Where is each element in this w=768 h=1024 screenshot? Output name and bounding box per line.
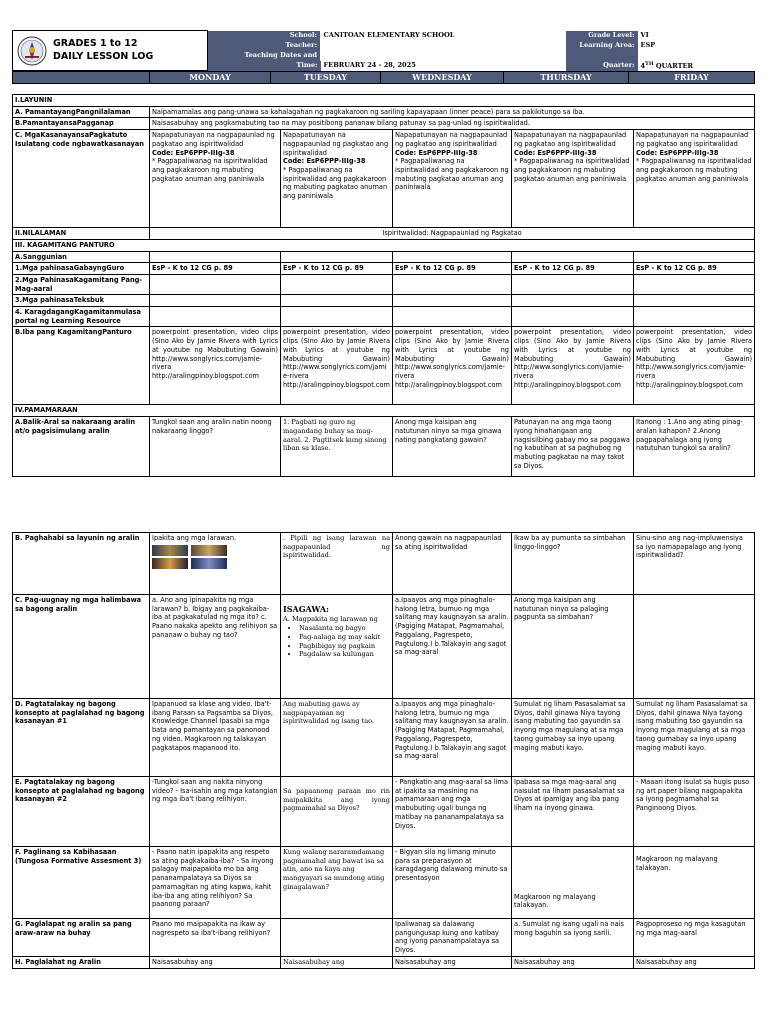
- pagtatalakay-1-cell: Sumulat ng liham Pasasalamat sa Diyos, dahil ginawa Niya tayong isang mabuting tao gayundin sa inyong mga magulang at sa mga taong gumabay sa inyo upang maging mabuti kayo.: [634, 699, 755, 777]
- paghahabi-cell: Ipakita ang mga larawan.: [150, 533, 281, 595]
- religion-photos: [152, 545, 278, 556]
- gabay-cell: EsP - K to 12 CG p. 89: [150, 263, 281, 275]
- list-item: • Pag-aalaga ng may sakit: [299, 633, 390, 642]
- row-label-paglalapat: G. Paglalapat ng aralin sa pang araw-araw na buhay: [13, 919, 150, 957]
- kasanayan-cell: Napapatunayan na nagpapaunlad ng pagkatao ang ispiritwalidad Code: EsP6PPP-IIIg-38 * Pagpapaliwanag na ispiritwalidad ang pagkakaroon ng mabuting pagkatao anuman ang paniniwala: [281, 130, 393, 228]
- row-label-balik-aral: A.Balik-Aral sa nakaraang aralin at/o pagsisimulang aralin: [13, 417, 150, 477]
- teaching-dates-label: Teaching Dates and: [208, 51, 321, 61]
- pagtatalakay-1-cell: a.Ipaayos ang mga pinaghalo-halong letra, bumuo ng mga salitang may kaugnayan sa aralin.(Pagiging Matapat, Pagmamahal, Paggalang, Pagrespeto, Pagtulong.) b.Talakayin ang sagot sa mag-aaral: [393, 699, 512, 777]
- row-label-iba-pang-kagamitan: B.Iba pang KagamitangPanturo: [13, 327, 150, 405]
- pag-uugnay-cell: a. Ano ang ipinapakita ng mga larawan? b. Ibigay ang pagkakaiba-iba at pagkakatulad ng mga ito? c. Paano nakaka apekto ang relihiyon sa pananaw o buhay ng tao?: [150, 595, 281, 699]
- time-label: Time:: [208, 61, 321, 71]
- pag-uugnay-cell: Anong mga kaisipan ang natutunan ninyo sa palaging pagpunta sa simbahan?: [512, 595, 634, 699]
- school-value: CANITOAN ELEMENTARY SCHOOL: [323, 30, 455, 39]
- pag-uugnay-cell: a.Ipaayos ang mga pinaghalo-halong letra, bumuo ng mga salitang may kaugnayan sa aralin.(Pagiging Matapat, Pagmamahal, Paggalang, Pagrespeto, Pagtulong.) b.Talakayin ang sagot sa mag-aaral: [393, 595, 512, 699]
- grade-level-value: VI: [640, 30, 649, 39]
- pagtatalakay-2-cell: Sa papaanong paraan mo rin maipakikita ang iyong pagmamahal sa Diyos?: [281, 777, 393, 847]
- row-label-pag-uugnay: C. Pag-uugnay ng mga halimbawa sa bagong aralin: [13, 595, 150, 699]
- log-title-line2: DAILY LESSON LOG: [53, 50, 154, 62]
- row-label-paglalahat: H. Paglalahat ng Aralin: [13, 957, 150, 969]
- gabay-cell: EsP - K to 12 CG p. 89: [393, 263, 512, 275]
- pagtatalakay-2-cell: Ipabasa sa mga mag-aaral ang naisulat na liham pasasalamat sa Diyos at ipamigay ang iba pang liham na inyong ginawa.: [512, 777, 634, 847]
- day-monday: MONDAY: [150, 72, 271, 84]
- photo-mosque: [191, 545, 227, 556]
- row-label-teksbuk: 3.Mga pahinasaTeksbuk: [13, 295, 150, 307]
- paglalahat-cell: Naisasabuhay ang: [512, 957, 634, 969]
- photo-temple: [152, 558, 188, 569]
- kasanayan-cell: Napapatunayan na nagpapaunlad ng pagkatao ang ispiritwalidad Code: EsP6PPP-IIIg-38 * Pagpapaliwanag na ispiritwalidad ang pagkakaroon ng mabuting pagkatao anuman ang paniniwala: [150, 130, 281, 228]
- photo-church: [152, 545, 188, 556]
- learning-area-value: ESP: [640, 40, 656, 49]
- quarter-value: 4TH QUARTER: [640, 60, 694, 70]
- paglalahat-cell: Naisasabuhay ang: [281, 957, 393, 969]
- balik-aral-cell: Tungkol saan ang aralin natin noong nakaraang linggo?: [150, 417, 281, 477]
- quarter-label: Quarter:: [566, 61, 638, 71]
- teaching-dates-value: FEBRUARY 24 - 28, 2025: [323, 60, 416, 69]
- teacher-label: Teacher:: [208, 41, 321, 51]
- lesson-table-part1: [12, 94, 754, 477]
- paglalapat-cell: Ipaliwanag sa dalawang pangungusap kung ano katibay ang iyong pananampalataya sa Diyos.: [393, 919, 512, 957]
- row-label-pagtatalakay-1: D. Pagtatalakay ng bagong konsepto at paglalahad ng bagong kasanayan #1: [13, 699, 150, 777]
- paglalahat-cell: Naisasabuhay ang: [634, 957, 755, 969]
- paghahabi-cell: Sinu-sino ang nag-impluwensiya sa iyo namapapalago ang iyong ispiritwalidad?: [634, 533, 755, 595]
- row-label-sanggunian: A.Sanggunian: [13, 251, 150, 263]
- lesson-log-header: [12, 30, 754, 84]
- pag-uugnay-cell: ISAGAWA: A. Magpakita ng larawan ng • Nasalanta ng bagyo • Pag-aalaga ng may sakit • Pagbibigay ng pagkain • Pagdalaw sa kulungan: [281, 595, 393, 699]
- section-layunin: I.LAYUNIN: [13, 95, 755, 107]
- balik-aral-cell: Patunayan na ang mga taong iyong hinahangaan ang nagsisilbing gabay mo sa paggawa ng kabutihan at sa paghubog ng mabuting pagkatao na may takot sa Diyos.: [512, 417, 634, 477]
- pagtatalakay-1-cell: Sumulat ng liham Pasasalamat sa Diyos, dahil ginawa Niya tayong isang mabuting tao gayundin sa inyong mga magulang at sa mga taong gumabay sa inyo upang maging mabuti kayo.: [512, 699, 634, 777]
- row-label-gabay-ng-guro: 1.Mga pahinasaGabayngGuro: [13, 263, 150, 275]
- paglalapat-cell: [281, 919, 393, 957]
- paglinang-cell: - Paano natin ipapakita ang respeto sa ating pagkakaiba-iba? - Sa inyong palagay maipapakita mo ba ang pananampalataya sa Diyos sa pamamagitan ng ating kapwa, kahit iba-iba ang ating relihiyon? Sa paanong paraan?: [150, 847, 281, 919]
- day-thursday: THURSDAY: [504, 72, 629, 84]
- paghahabi-cell: Anong gawain na nagpapaunlad sa ating ispiritwalidad: [393, 533, 512, 595]
- row-label-nilalaman: II.NILALAMAN: [13, 228, 150, 240]
- lesson-table-part2: [12, 532, 754, 969]
- row-label-paghahabi: B. Paghahabi sa layunin ng aralin: [13, 533, 150, 595]
- list-item: • Nasalanta ng bagyo: [299, 624, 390, 633]
- teacher-value: [321, 41, 566, 51]
- paglinang-cell: Magkaroon ng malayang talakayan.: [512, 847, 634, 919]
- kagamitan-cell: powerpoint presentation, video clips (Sino Ako by Jamie Rivera with Lyrics at youtube ng Mabubuting Gawain) http://www.songlyrics.com/jamie-rivera http://aralingpinoy.blogspot.com: [512, 327, 634, 405]
- pamantayang-pangnilalaman-text: Naipamamalas ang pang-unawa sa kahalagahan ng pagkakaroon ng sariling kapayapaan (inner peace) para sa pakikitungo sa iba.: [150, 106, 755, 118]
- log-title-line1: GRADES 1 to 12: [53, 38, 138, 50]
- row-label-pagtatalakay-2: E. Pagtatalakay ng bagong konsepto at paglalahad ng bagong kasanayan #2: [13, 777, 150, 847]
- paglalapat-cell: Paano mo maipapakita na ikaw ay nagrespeto sa iba't-ibang relihiyon?: [150, 919, 281, 957]
- day-tuesday: TUESDAY: [271, 72, 381, 84]
- day-friday: FRIDAY: [629, 72, 755, 84]
- paglinang-cell: - Bigyan sila ng limang minuto para sa preparasyon at karagdagang dalawang minuto sa presentasyon: [393, 847, 512, 919]
- pamantayan-sa-pagganap-text: Naisasabuhay ang pagkamabuting tao na may positibong pananaw bilang patunay sa pag-unlad ng ispiritwalidad.: [150, 118, 755, 130]
- paglalahat-cell: Naisasabuhay ang: [150, 957, 281, 969]
- kasanayan-cell: Napapatunayan na nagpapaunlad ng pagkatao ang ispiritwalidad Code: EsP6PPP-IIIg-38 * Pagpapaliwanag na ispiritwalidad ang pagkakaroon ng mabuting pagkatao anuman ang paniniwala: [634, 130, 755, 228]
- paghahabi-cell: . Pipili ng isang larawan na nagpapaunlad ng ispiritwalidad.: [281, 533, 393, 595]
- pagtatalakay-2-cell: - Pangkatin ang mag-aaral sa lima at ipakita sa masining na pamamaraan ang mga mabubuting ugali bunga ng matibay na pananampalataya sa Diyos.: [393, 777, 512, 847]
- section-pamamaraan: IV.PAMAMARAAN: [13, 405, 755, 417]
- kasanayan-cell: Napapatunayan na nagpapaunlad ng pagkatao ang ispiritwalidad Code: EsP6PPP-IIIg-38 * Pagpapaliwanag na ispiritwalidad ang pagkakaroon ng mabuting pagkatao anuman ang paniniwala: [512, 130, 634, 228]
- gabay-cell: EsP - K to 12 CG p. 89: [281, 263, 393, 275]
- kagamitan-cell: powerpoint presentation, video clips (Sino Ako by Jamie Rivera with Lyrics at youtube ng Mabubuting Gawain) http://www.songlyrics.com/jamie-rivera http://aralingpinoy.blogspot.com: [634, 327, 755, 405]
- pagtatalakay-1-cell: Ipapanuod sa klase ang video. Iba't-ibang Paraan sa Pagsamba sa Diyos, Knowledge Channel Ipasabi sa mga bata ang pamantayan sa panonood ng video. Magkaroon ng talakayan pagkatapos mapanood ito.: [150, 699, 281, 777]
- nilalaman-text: Ispiritwalidad: Nagpapaunlad ng Pagkatao: [150, 228, 755, 240]
- balik-aral-cell: 1. Pagbati ng guro ng magandang buhay sa mag-aaral. 2. Pagtitsek kung sinong liban sa klase.: [281, 417, 393, 477]
- row-label-pamantayang-pangnilalaman: A. PamantayangPangnilalaman: [13, 106, 150, 118]
- isagawa-list: [283, 624, 390, 659]
- photo-worship: [191, 558, 227, 569]
- row-label-paglinang: F. Paglinang sa Kabihasaan (Tungosa Formative Assesment 3): [13, 847, 150, 919]
- row-label-pamantayan-sa-pagganap: B.PamantayansaPagganap: [13, 118, 150, 130]
- gabay-cell: EsP - K to 12 CG p. 89: [512, 263, 634, 275]
- paglalahat-cell: Naisasabuhay ang: [393, 957, 512, 969]
- paglinang-cell: Magkaroon ng malayang talakayan.: [634, 847, 755, 919]
- grade-level-label: Grade Level:: [566, 31, 638, 41]
- kagamitan-cell: powerpoint presentation, video clips (Sino Ako by Jamie Rivera with Lyrics at youtube ng Mabubuting Gawain) http://www.songlyrics.com/jamie-rivera http://aralingpinoy.blogspot.com: [281, 327, 393, 405]
- balik-aral-cell: Itanong : 1.Ano ang ating pinag-aralan kahapon? 2.Anong pagpapahalaga ang iyong natutuhan tungkol sa aralin?: [634, 417, 755, 477]
- paghahabi-cell: Ikaw ba ay pumunta sa simbahan linggo-linggo?: [512, 533, 634, 595]
- paglinang-cell: Kung walang nararamdamang pagmamahal ang bawat isa sa atin, ano na kaya ang mangyayari sa mundong ating ginagalawan?: [281, 847, 393, 919]
- paglalapat-cell: a. Sumulat ng isang ugali na nais mong baguhin sa iyong sarili.: [512, 919, 634, 957]
- row-label-learning-resource: 4. KaragdagangKagamitanmulasa portal ng Learning Resource: [13, 307, 150, 327]
- gabay-cell: EsP - K to 12 CG p. 89: [634, 263, 755, 275]
- pag-uugnay-cell: [634, 595, 755, 699]
- balik-aral-cell: Anong mga kaisipan ang natutunan ninyo sa mga ginawa nating pangkatang gawain?: [393, 417, 512, 477]
- learning-area-label: Learning Area:: [566, 41, 638, 51]
- pagtatalakay-2-cell: - Maaari itong isulat sa hugis puso ng art paper bilang nagpapakita sa iyong pagmamahal sa Panginoong Diyos.: [634, 777, 755, 847]
- row-label-kagamitang-pang-mag-aaral: 2.Mga PahinasaKagamitang Pang-Mag-aaral: [13, 274, 150, 294]
- kagamitan-cell: powerpoint presentation, video clips (Sino Ako by Jamie Rivera with Lyrics at youtube ng Mabubuting Gawain) http://www.songlyrics.com/jamie-rivera http://aralingpinoy.blogspot.com: [393, 327, 512, 405]
- kagamitan-cell: powerpoint presentation, video clips (Sino Ako by Jamie Rivera with Lyrics at youtube ng Mabubuting Gawain) http://www.songlyrics.com/jamie-rivera http://aralingpinoy.blogspot.com: [150, 327, 281, 405]
- pagtatalakay-1-cell: Ang mabuting gawa ay nagpapayaman ng ispiritwalidad ng isang tao.: [281, 699, 393, 777]
- list-item: • Pagdalaw sa kulungan: [299, 650, 390, 659]
- day-wednesday: WEDNESDAY: [381, 72, 504, 84]
- paglalapat-cell: Pagpoproseso ng mga kasagutan ng mga mag-aaral: [634, 919, 755, 957]
- section-kagamitang-panturo: III. KAGAMITANG PANTURO: [13, 239, 755, 251]
- kasanayan-cell: Napapatunayan na nagpapaunlad ng pagkatao ang ispiritwalidad Code: EsP6PPP-IIIg-38 * Pagpapaliwanag na ispiritwalidad ang pagkakaroon ng mabuting pagkatao anuman ang paniniwala: [393, 130, 512, 228]
- deped-seal-icon: [17, 36, 47, 66]
- pagtatalakay-2-cell: -Tungkol saan ang nakita ninyong video? - Isa-isahin ang mga katangian ng mga iba't ibang relihiyon.: [150, 777, 281, 847]
- row-label-kasanayan: C. MgaKasanayansaPagkatuto Isulatang code ngbawatkasanayan: [13, 130, 150, 228]
- list-item: • Pagbibigay ng pagkain: [299, 642, 390, 651]
- school-label: School:: [208, 31, 321, 41]
